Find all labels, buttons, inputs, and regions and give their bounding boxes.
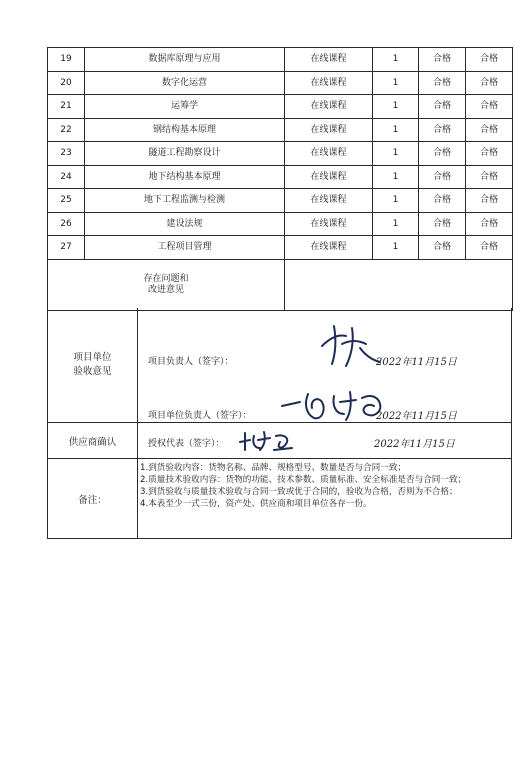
row-number: 23 xyxy=(48,142,85,166)
acceptance-label-line2: 验收意见 xyxy=(73,366,112,377)
arrival-check-result: 合格 xyxy=(419,165,466,189)
course-quantity: 1 xyxy=(373,71,419,95)
note-item: 1.到货验收内容：货物名称、品牌、规格型号、数量是否与合同一致； xyxy=(140,463,407,473)
table-row xyxy=(48,118,513,142)
quality-check-result: 合格 xyxy=(466,95,513,119)
table-row xyxy=(48,236,513,260)
acceptance-table xyxy=(47,47,513,311)
note-item: 4.本表至少一式三份，资产处、供应商和项目单位各存一份。 xyxy=(140,499,372,509)
course-quantity: 1 xyxy=(373,236,419,260)
course-type: 在线课程 xyxy=(285,165,373,189)
supplier-section xyxy=(47,423,512,459)
acceptance-label-line1: 项目单位 xyxy=(73,352,112,363)
row-number: 21 xyxy=(48,95,85,119)
table-row xyxy=(48,189,513,213)
course-quantity: 1 xyxy=(373,142,419,166)
course-name: 数字化运营 xyxy=(85,71,285,95)
lower-sections xyxy=(47,308,512,538)
issues-label xyxy=(48,259,285,310)
note-item: 3.到货验收与质量技术验收与合同一致或优于合同的，验收为合格，否则为不合格； xyxy=(140,487,458,497)
issues-row xyxy=(48,259,513,310)
row-number: 27 xyxy=(48,236,85,260)
acceptance-section xyxy=(47,308,512,423)
row-number: 20 xyxy=(48,71,85,95)
course-name: 地下工程监测与检测 xyxy=(85,189,285,213)
quality-check-result: 合格 xyxy=(466,71,513,95)
course-type: 在线课程 xyxy=(285,212,373,236)
unit-leader-signature-label: 项目单位负责人（签字）： xyxy=(148,411,252,421)
row-number: 26 xyxy=(48,212,85,236)
arrival-check-result: 合格 xyxy=(419,48,466,72)
course-quantity: 1 xyxy=(373,212,419,236)
authorized-rep-date: 2022年11月15日 xyxy=(374,439,455,450)
row-number: 22 xyxy=(48,118,85,142)
notes-section xyxy=(47,459,512,539)
course-name: 钢结构基本原理 xyxy=(85,118,285,142)
arrival-check-result: 合格 xyxy=(419,189,466,213)
arrival-check-result: 合格 xyxy=(419,212,466,236)
notes-content xyxy=(140,462,507,510)
course-type: 在线课程 xyxy=(285,95,373,119)
acceptance-label-cell xyxy=(48,308,138,422)
course-quantity: 1 xyxy=(373,118,419,142)
table-row xyxy=(48,142,513,166)
notes-label-cell xyxy=(48,459,138,538)
arrival-check-result: 合格 xyxy=(419,236,466,260)
arrival-check-result: 合格 xyxy=(419,142,466,166)
course-type: 在线课程 xyxy=(285,236,373,260)
issues-label-line2: 改进意见 xyxy=(147,284,184,295)
note-item: 2.质量技术验收内容：货物的功能、技术参数、质量标准、安全标准是否与合同一致； xyxy=(140,475,467,485)
supplier-label: 供应商确认 xyxy=(68,436,117,448)
course-name: 建设法规 xyxy=(85,212,285,236)
row-number: 19 xyxy=(48,48,85,72)
arrival-check-result: 合格 xyxy=(419,71,466,95)
issues-label-line1: 存在问题和 xyxy=(143,274,189,285)
course-type: 在线课程 xyxy=(285,71,373,95)
course-type: 在线课程 xyxy=(285,118,373,142)
quality-check-result: 合格 xyxy=(466,118,513,142)
table-row xyxy=(48,95,513,119)
row-number: 25 xyxy=(48,189,85,213)
quality-check-result: 合格 xyxy=(466,165,513,189)
course-type: 在线课程 xyxy=(285,48,373,72)
quality-check-result: 合格 xyxy=(466,142,513,166)
course-quantity: 1 xyxy=(373,189,419,213)
course-name: 运筹学 xyxy=(85,95,285,119)
quality-check-result: 合格 xyxy=(466,48,513,72)
course-quantity: 1 xyxy=(373,95,419,119)
arrival-check-result: 合格 xyxy=(419,95,466,119)
quality-check-result: 合格 xyxy=(466,212,513,236)
course-rows xyxy=(48,48,513,311)
authorized-rep-signature-label: 授权代表（签字）： xyxy=(148,439,225,449)
quality-check-result: 合格 xyxy=(466,189,513,213)
quality-check-result: 合格 xyxy=(466,236,513,260)
table-row xyxy=(48,48,513,72)
course-quantity: 1 xyxy=(373,165,419,189)
authorized-rep-signature xyxy=(236,428,296,454)
course-name: 数据库原理与应用 xyxy=(85,48,285,72)
project-leader-signature-label: 项目负责人（签字）： xyxy=(148,357,234,367)
course-quantity: 1 xyxy=(373,48,419,72)
course-name: 地下结构基本原理 xyxy=(85,165,285,189)
table-row xyxy=(48,212,513,236)
course-type: 在线课程 xyxy=(285,142,373,166)
course-type: 在线课程 xyxy=(285,189,373,213)
course-name: 工程项目管理 xyxy=(85,236,285,260)
supplier-label-cell xyxy=(48,423,138,458)
unit-leader-date: 2022年11月15日 xyxy=(376,411,457,422)
project-leader-date: 2022年11月15日 xyxy=(376,357,457,368)
course-name: 隧道工程勘察设计 xyxy=(85,142,285,166)
row-number: 24 xyxy=(48,165,85,189)
table-row xyxy=(48,165,513,189)
table-row xyxy=(48,71,513,95)
notes-label: 备注： xyxy=(78,494,107,506)
issues-content xyxy=(285,259,513,310)
arrival-check-result: 合格 xyxy=(419,118,466,142)
